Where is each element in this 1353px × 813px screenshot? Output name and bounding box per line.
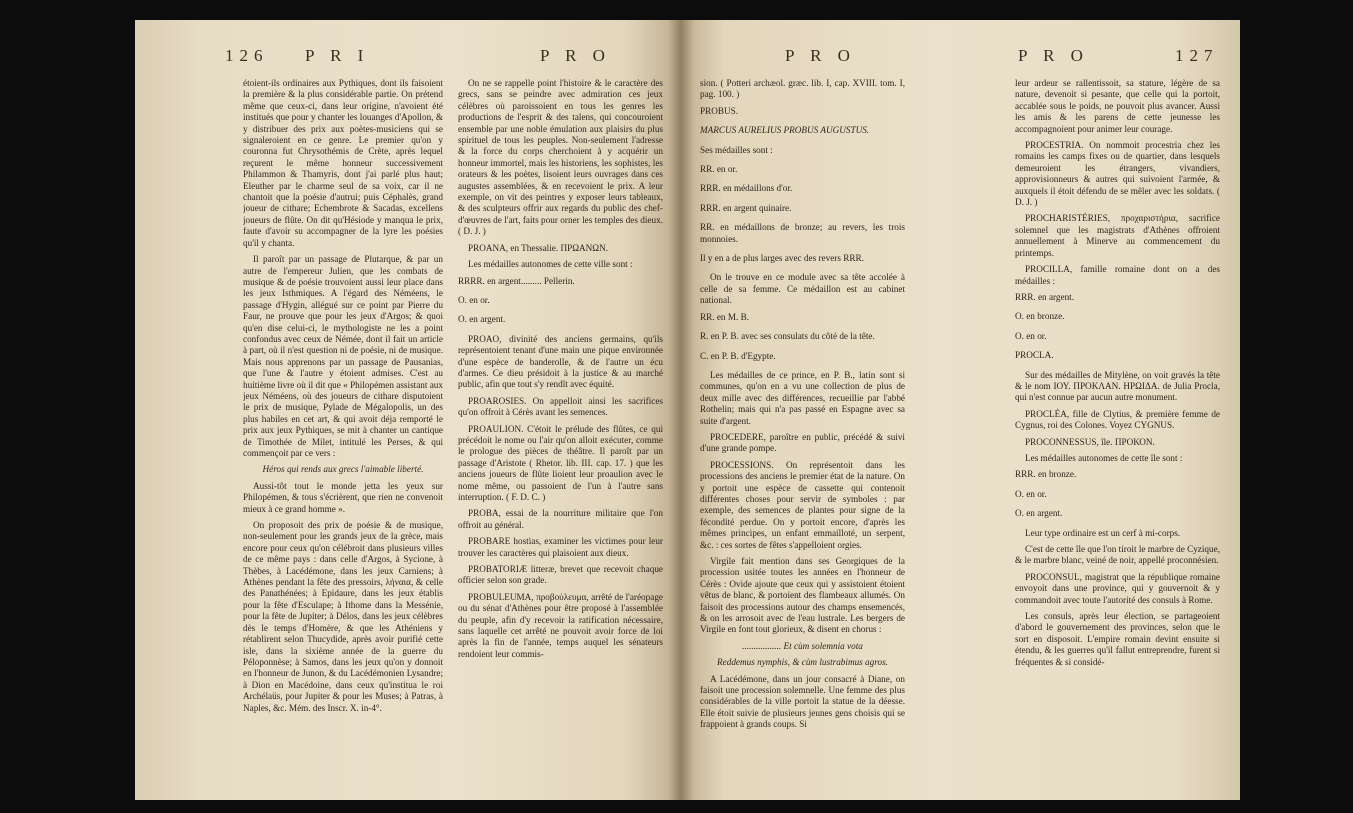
paragraph: PROCONNESSUS, île. ΠΡΟΚΟΝ. bbox=[1025, 436, 1155, 447]
list-item: RRR. en argent quinaire. bbox=[700, 202, 792, 213]
verse-line: Reddemus nymphis, & cùm lustrabimus agros. bbox=[717, 657, 888, 668]
entry-subheading: MARCUS AURELIUS PROBUS AUGUSTUS. bbox=[700, 125, 870, 136]
list-item: RR. en médaillons de bronze; au revers, les trois monnoies. bbox=[700, 222, 905, 244]
paragraph: PROCHARISTÉRIES, προχαριστήρια, sacrifice solemnel que les magistrats d'Athènes offroient annuellement à Minerve au commencement du printemps. bbox=[1015, 213, 1220, 258]
paragraph: Il paroît par un passage de Plutarque, & par un autre de l'empereur Julien, que les combats de musique & de poésie trouvoient aussi leur place dans les jeux Isthmiques. A l'égard des Néméens, le passage d'Hygin, allégué sur ce point par Pierre du Faur, ne prouve que pour les jeux d'Argos; & quoi qu'en dise celui-ci, le mythologiste ne les a point confondus avec ceux de Némée, dont il fait un article à part, où il n'est question ni de poésie, ni de musique. Mais nous apprenons par un passage de Pausanias, que l'une & l'autre y étoient admises. C'est au huitième livre où il dit que « Philopémen assistant aux jeux Néméens, où des joueurs de cithare disputoient le prix de musique, Pylade de Mégalopolis, un des plus habiles en cet art, & qui avoit déja remporté le prix aux jeux Pythiques, se mit à chanter un cantique de Timothée de Milet, intitulé les Perses, & qui commençoit par ce vers : bbox=[243, 254, 443, 458]
paragraph: Leur type ordinaire est un cerf à mi-corps. bbox=[1025, 527, 1181, 538]
paragraph: PROCESSIONS. On représentoit dans les processions des anciens le premier état de la nature. On y portoit une espèce de cassette qui contenoit différentes choses pour servir de symboles : par exemple, des semences de plantes pour signe de la fécondité perdue. On y portoit encore, d'après les mêmes principes, un enfant emmailloté, un serpent, &c. : ces sortes de fêtes s'appelloient orgies. bbox=[700, 459, 905, 550]
left-column-2 bbox=[458, 78, 663, 778]
left-running-head-2: P R O bbox=[540, 46, 611, 65]
paragraph: On proposoit des prix de poésie & de musique, non-seulement pour les grands jeux de la grèce, mais encore pour ceux qu'on célébroit dans plusieurs villes de ce même pays : dans celle d'Argos, à Sycione, à Thèbes, à Lacédémone, dans les jeux Carniens; à Athènes pendant la fête des pressoirs, λήναια, & celle des Panathénées; à Epidaure, dans les jeux établis pour la fête d'Esculape; à Ithome dans la Messénie, pour la fête de Jupiter; à Délos, dans les jeux célèbres dès le temps d'Homère, & que les Athéniens y rétablirent selon Thucydide, après avoir purifié cette isle, dans la sixième année de la guerre du Péloponnèse; à Samos, dans les jeux qu'on y donnoit en l'honneur de Junon, & du Lacédémonien Lysandre; à Dion en Macédoine, dans ceux qu'institua le roi Archélaüs, pour Jupiter & pour les Muses; à Patras, à Naples, &c. Mém. des Inscr. X. in-4°. bbox=[243, 520, 443, 713]
book-gutter bbox=[668, 20, 694, 800]
list-item: C. en P. B. d'Egypte. bbox=[700, 350, 776, 361]
list-item: RR. en or. bbox=[700, 164, 738, 175]
verse-line: Héros qui rends aux grecs l'aimable liberté. bbox=[262, 464, 424, 475]
paragraph: PROBARE hostias, examiner les victimes pour leur trouver les caractères qui plaisoient aux dieux. bbox=[458, 536, 663, 558]
paragraph: PROBULEUMA, προβούλευμα, arrêté de l'aréopage ou du sénat d'Athènes pour être proposé à l'assemblée du peuple, afin d'y recevoir la ratification nécessaire, sans laquelle cet arrêté ne pouvoit avoir force de loi après la fin de l'année, temps auquel les sénateurs rendoient leur commis- bbox=[458, 591, 663, 659]
list-item: RRRR. en argent......... Pellerin. bbox=[458, 275, 575, 286]
paragraph: PROAO, divinité des anciens germains, qu'ils représentoient tenant d'une main une pique environnée d'une espèce de banderolle, & de l'autre un écu d'armes. Ce dieu présidoit à la justice & au marché public, afin que tout s'y rendît avec équité. bbox=[458, 333, 663, 390]
left-running-head-1: P R I bbox=[305, 46, 370, 65]
left-page-number: 126 bbox=[225, 46, 269, 65]
paragraph: C'est de cette île que l'on tiroit le marbre de Cyzique, & le marbre blanc, veiné de noir, appellé proconnésien. bbox=[1015, 544, 1220, 566]
list-item: O. en argent. bbox=[458, 314, 506, 325]
paragraph: PROCLÉA, fille de Clytius, & première femme de Cygnus, roi des Colones. Voyez CYGNUS. bbox=[1015, 408, 1220, 431]
right-running-head-2: P R O bbox=[1018, 46, 1089, 65]
paragraph: PROAULION. C'étoit le prélude des flûtes, ce qui précédoit le nome ou l'air qu'on alloit exécuter, comme le prologue des pièces de théâtre. Il paroît par un passage d'Aristote ( Rhetor. lib. III. cap. 17. ) que les anciens joueurs de flûte lioient leur proaulion avec le nome même, ou passoient de l'un à l'autre sans interruption. ( F. D. C. ) bbox=[458, 423, 663, 502]
paragraph: Les médailles autonomes de cette ville sont : bbox=[468, 259, 633, 270]
paragraph: Sur des médailles de Mitylène, on voit gravés la tête & le nom ΙΟΥ. ΠΡΟΚΛΑΝ. ΗΡΩΙΔΑ. de Julia Procla, qui n'est connue par aucun autre monument. bbox=[1015, 369, 1220, 403]
paragraph: Les médailles autonomes de cette île sont : bbox=[1025, 452, 1183, 463]
list-item: RRR. en argent. bbox=[1015, 291, 1075, 302]
list-item: RRR. en bronze. bbox=[1015, 469, 1077, 480]
verse-line: ................. Et cùm solemnia vota bbox=[742, 640, 863, 651]
paragraph: On ne se rappelle point l'histoire & le caractère des grecs, sans se peindre avec admiration ces jeux célèbres où paroissoient en tous les genres les productions de l'esprit & des talens, qui concouroient ensemble par une noble émulation aux plaisirs du plus spirituel de tous les peuples. Non-seulement l'adresse & la force du corps cherchoient à y acquérir un honneur immortel, mais les historiens, les sophistes, les orateurs & les poètes, lisoient leurs ouvrages dans ces augustes assemblées, & en recevoient le prix. A leur exemple, on vit des peintres y exposer leurs tableaux, & des sculpteurs offrir aux regards du public des chef-d'œuvres de l'art, faits pour orner les temples des dieux. ( D. J. ) bbox=[458, 78, 663, 237]
list-item: RR. en M. B. bbox=[700, 311, 750, 322]
paragraph: Virgile fait mention dans ses Georgiques de la procession usitée toutes les années en l'honneur de Cérès : Ovide ajoute que ceux qui y assistoient étoient vêtus de blanc, & portoient des flambeaux allumés. On faisoit des processions autour des champs ensemencés, & on les arrosoit avec de l'eau lustrale. Les bergers de Virgile en font tout glorieux, & disent en chorus : bbox=[700, 556, 905, 635]
list-item: Il y en a de plus larges avec des revers RRR. bbox=[700, 253, 864, 264]
entry-heading: PROCLA. bbox=[1015, 350, 1054, 361]
paragraph: On le trouve en ce module avec sa tête accolée à celle de sa femme. Ce médaillon est au cabinet national. bbox=[700, 272, 905, 306]
paragraph: PROBA, essai de la nourriture militaire que l'on offroit au général. bbox=[458, 508, 663, 530]
paragraph: leur ardeur se rallentissoit, sa stature, légère de sa nature, devenoit si pesante, que celle qui la portoit, accablée sous le poids, ne pouvoit plus avancer. Aussi les amis & les parens de cette jeunesse les accompagnoient pour animer leur courage. bbox=[1015, 78, 1220, 134]
paragraph: Les médailles de ce prince, en P. B., latin sont si communes, qu'on en a vu une collection de plus de deux mille avec des différences, recueillie par l'abbé Rothelin; mais qui n'a pas passé en Espagne avec sa suite d'argent. bbox=[700, 369, 905, 426]
list-item: O. en or. bbox=[458, 294, 490, 305]
list-item: RRR. en médaillons d'or. bbox=[700, 183, 793, 194]
paragraph: PROAROSIES. On appelloit ainsi les sacrifices qu'on offroit à Cérès avant les semences. bbox=[458, 395, 663, 418]
left-column-1 bbox=[243, 78, 443, 778]
paragraph: PROCESTRIA. On nommoit procestria chez les romains les camps fixes ou de quartier, dans lesquels demeuroient les étrangers, vivandiers, approvisionneurs & autres qui suivoient l'armée, & auxquels il étoit défendu de se mêler avec les soldats. ( D. J. ) bbox=[1015, 140, 1220, 208]
list-item: O. en bronze. bbox=[1015, 311, 1065, 322]
paragraph: Ses médailles sont : bbox=[700, 144, 773, 155]
list-item: O. en or. bbox=[1015, 488, 1047, 499]
list-item: O. en argent. bbox=[1015, 508, 1063, 519]
right-column-1 bbox=[700, 78, 905, 778]
paragraph: Les consuls, après leur élection, se partageoient d'abord le gouvernement des provinces, selon que le sort en disposoit. L'empire romain devint ensuite si étendu, & les guerres qu'il fallut entreprendre, furent si fréquentes & si considé- bbox=[1015, 611, 1220, 667]
right-running-head-1: P R O bbox=[785, 46, 856, 65]
paragraph: PROCEDERE, paroître en public, précédé & suivi d'une grande pompe. bbox=[700, 431, 905, 454]
list-item: R. en P. B. avec ses consulats du côté de la tête. bbox=[700, 331, 875, 342]
paragraph: étoient-ils ordinaires aux Pythiques, dont ils faisoient la première & la plus considérable partie. On prétend même que ceux-ci, dans leur origine, n'avoient été institués que pour y chanter les louanges d'Apollon, & y distribuer des prix aux poètes-musiciens qui se signaleroient en ce genre. Le premier qu'on y couronna fut Chrysothémis de Crète, après lequel reçurent le même honneur successivement Philammon & Thamyris, dont j'ai parlé plus haut; Eleuther par le charme seul de sa voix, car il ne chantoit que la poésie d'autrui; puis Céphalès, grand joueur de cithare; Echembrote & Sacadas, excellens joueurs de flûte. On dit qu'Hésiode y manqua le prix, faute d'avoir su accompagner de la lyre les poésies qu'il y chanta. bbox=[243, 78, 443, 248]
paragraph: A Lacédémone, dans un jour consacré à Diane, on faisoit une procession solemnelle. Une femme des plus considérables de la ville portoit la statue de la déesse. Elle étoit suivie de plusieurs jeunes gens choisis qui se frappoient à grands coups. Si bbox=[700, 673, 905, 730]
right-column-2 bbox=[1015, 78, 1220, 778]
paragraph: Aussi-tôt tout le monde jetta les yeux sur Philopémen, & tous s'écrièrent, que rien ne convenoit mieux à ce grand homme ». bbox=[243, 480, 443, 514]
entry-heading: PROBUS. bbox=[700, 105, 739, 116]
paragraph: PROCONSUL, magistrat que la république romaine envoyoit dans une province, qui y gouvernoit & y commandoit avec toute l'autorité des consuls à Rome. bbox=[1015, 571, 1220, 605]
list-item: O. en or. bbox=[1015, 330, 1047, 341]
paragraph: PROBATORIÆ litteræ, brevet que recevoit chaque officier selon son grade. bbox=[458, 564, 663, 586]
paragraph: sion. ( Potteri archæol. græc. lib. I, cap. XVIII. tom. I, pag. 100. ) bbox=[700, 78, 905, 100]
paragraph: PROCILLA, famille romaine dont on a des médailles : bbox=[1015, 264, 1220, 286]
entry-heading: PROANA, en Thessalie. ΠΡΩΑΝΩΝ. bbox=[468, 242, 609, 253]
right-page-number: 127 bbox=[1175, 46, 1219, 65]
